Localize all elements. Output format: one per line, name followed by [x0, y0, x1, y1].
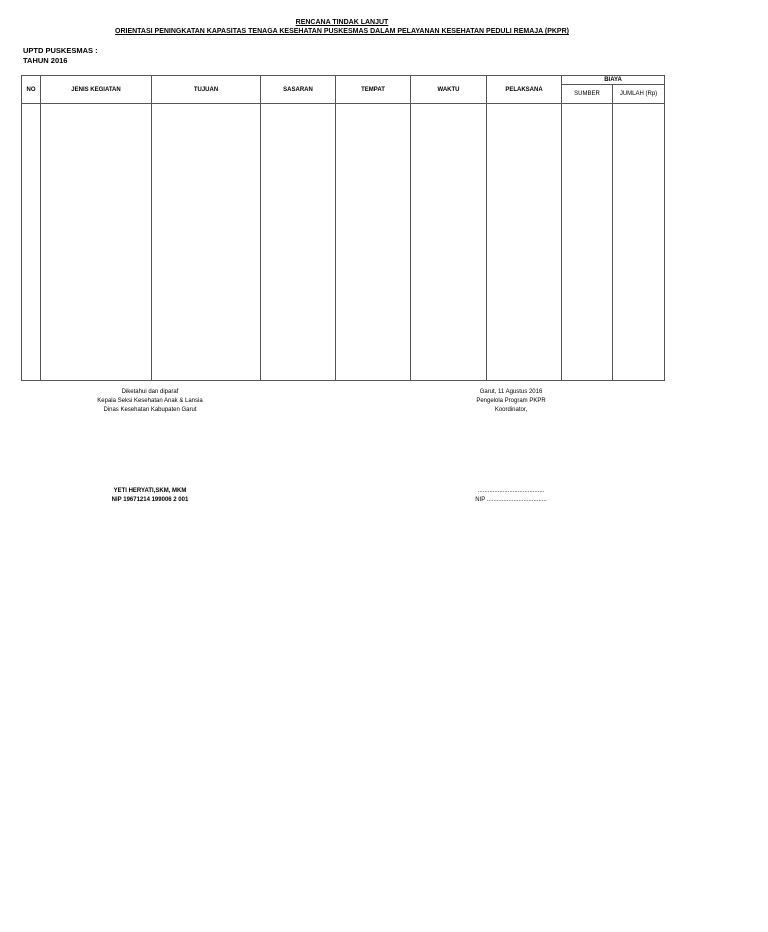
signature-right-nip: NIP ....................................: [475, 497, 547, 503]
header-tujuan: TUJUAN: [152, 76, 261, 104]
cell-sasaran: [261, 104, 336, 381]
cell-tujuan: [152, 104, 261, 381]
header-biaya: BIAYA: [562, 76, 665, 85]
activity-plan-table: [21, 75, 665, 381]
signature-right-name: ........................................: [477, 488, 545, 494]
header-no: NO: [22, 76, 41, 104]
cell-sumber: [562, 104, 613, 381]
header-sasaran: SASARAN: [261, 76, 336, 104]
header-pelaksana: PELAKSANA: [487, 76, 562, 104]
cell-no: [22, 104, 41, 381]
document-subtitle: ORIENTASI PENINGKATAN KAPASITAS TENAGA KESEHATAN PUSKESMAS DALAM PELAYANAN KESEHATAN PEDULI REMAJA (PKPR): [115, 28, 569, 35]
signature-left-signer: [60, 487, 240, 505]
cell-pelaksana: [487, 104, 562, 381]
header-tempat: TEMPAT: [336, 76, 411, 104]
signature-block-right: [421, 388, 601, 415]
signature-left-name: YETI HERYATI,SKM, MKM: [113, 488, 187, 494]
cell-jumlah: [613, 104, 665, 381]
cell-tempat: [336, 104, 411, 381]
header-sumber: SUMBER: [562, 85, 613, 104]
header-jenis-kegiatan: JENIS KEGIATAN: [41, 76, 152, 104]
signature-right-line3: Koordinator,: [494, 407, 528, 413]
signature-right-line2: Pengelola Program PKPR: [476, 398, 546, 404]
header-jumlah: JUMLAH (Rp): [613, 85, 665, 104]
cell-jenis-kegiatan: [41, 104, 152, 381]
uptd-puskesmas-label: UPTD PUSKESMAS :: [23, 46, 98, 55]
signature-left-line3: Dinas Kesehatan Kabupaten Garut: [103, 407, 197, 413]
signature-left-nip: NIP 19671214 199006 2 001: [111, 497, 189, 503]
signature-right-signer: [421, 487, 601, 505]
header-waktu: WAKTU: [411, 76, 487, 104]
cell-waktu: [411, 104, 487, 381]
document-title: RENCANA TINDAK LANJUT: [295, 19, 389, 26]
signature-right-line1: Garut, 11 Agustus 2016: [479, 389, 543, 395]
signature-block-left: [60, 388, 240, 415]
signature-left-line2: Kepala Seksi Kesehatan Anak & Lansia: [97, 398, 203, 404]
table-row: [22, 104, 665, 381]
year-label: TAHUN 2016: [23, 56, 68, 65]
signature-left-line1: Diketahui dan diparaf: [121, 389, 179, 395]
